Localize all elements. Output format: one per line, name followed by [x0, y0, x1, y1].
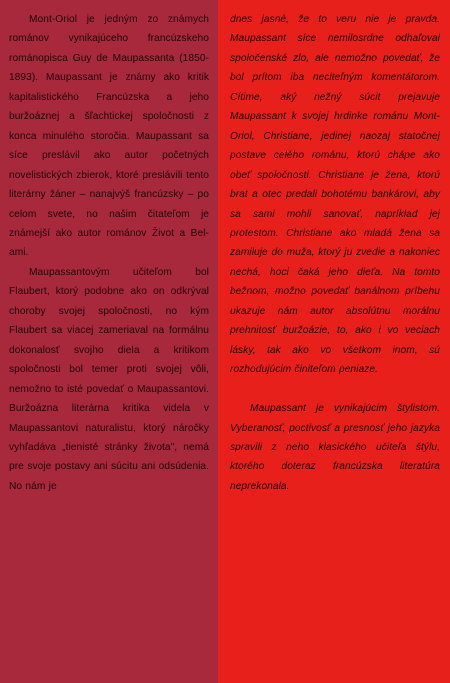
left-paragraph-2: Maupassantovým učiteľom bol Flaubert, ktorý podobne ako on odkrýval choroby svojej spoločnosti, no kým Flaubert sa viacej zameriaval na formálnu dokonalosť svojho diela a kritikom spoločnosti bol temer proti svojej vôli, nemožno to isté povedať o Maupassantovi. Buržoázna literárna kritika videla v Maupassantovi naturalistu, ktorý náročky vyhľadáva „tienisté stránky života", nemá pre svoje postavy ani súcitu ani odsúdenia. No nám je — [9, 266, 209, 492]
right-paragraph-1: dnes jasné, že to veru nie je pravda. Maupassant síce nemilosrdne odhaľoval spoločenské zlo, ale nemožno povedať, že bol prítom iba neciteľným komentátorom. Cítime, aký nežný súcit prejavuje Maupassant k svojej hrdinke románu Mont-Oriol, Christiane, jedinej naozaj statočnej postave celého románu, ktorú chápe ako obeť spoločnosti. Christiane je žena, ktorú brat a otec predali bohotému bankárovi, aby sa sami mohli sanovať, napríklad jej protestom. Christiane ako mladá žena sa zamiluje do muža, ktorý ju zvedie a nakoniec nechá, hoci čaká jeho dieťa. Na tomto bežnom, možno povedať banálnom príbehu ukazuje nám autor absolútnu morálnu prehnitosť buržoázie, to, ako i vo veciach lásky, tak ako vo všetkom inom, sú rozhodujúcim činiteľom peniaze. — [230, 14, 440, 376]
right-text-panel — [218, 0, 450, 683]
left-text-panel — [0, 0, 218, 683]
left-paragraph-1: Mont-Oriol je jedným zo známych románov vynikajúceho francúzskeho románopisca Guy de Maupassanta (1850-1893). Maupassant je známy ako kritik kapitalistického Francúzska a jeho buržoáznej a šľachtickej spoločnosti z konca minulého storočia. Maupassant sa síce preslávil ako autor početných novelistických zbierok, ktoré preslávili tento literárny žáner – nanajvýš francúzsky – po celom svete, no našim čitateľom je známejší ako autor románov Život a Bel-ami. — [9, 14, 209, 259]
right-paragraph-2: Maupassant je vynikajúcim štylistom. Vyberanosť, poctivosť a presnosť jeho jazyka spravili z neho klasického učiteľa štýlu, ktorého doteraz francúzska literatúra neprekonala. — [230, 403, 440, 492]
